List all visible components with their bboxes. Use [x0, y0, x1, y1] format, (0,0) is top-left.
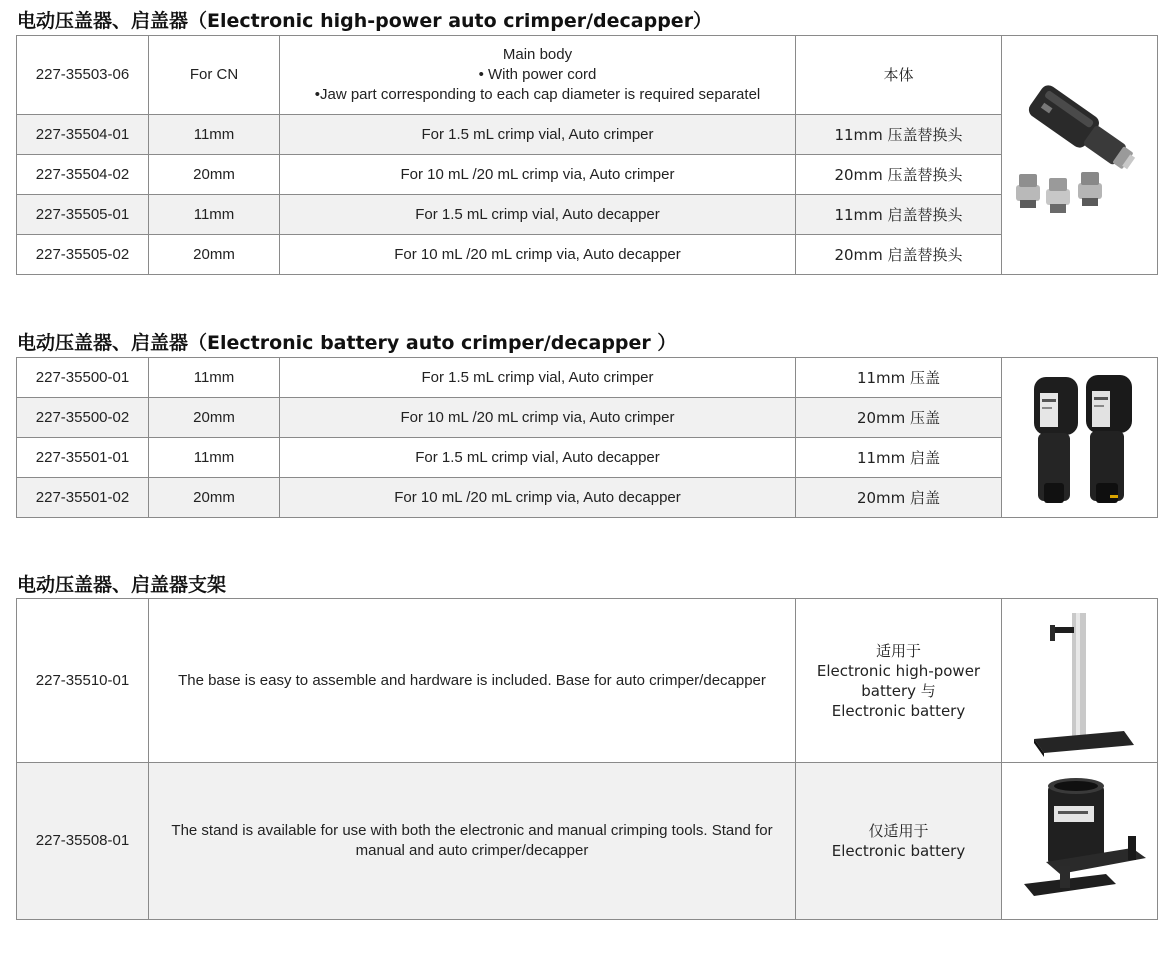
product-image-cell: [1002, 36, 1158, 275]
table-row: [17, 599, 1158, 763]
description-line: Main body: [502, 46, 573, 63]
base-stand-image: [1006, 603, 1156, 759]
chinese-name-cell: 11mm 启盖替换头: [796, 195, 1002, 235]
size-cell: 20mm: [149, 235, 280, 275]
part-number: 227-35508-01: [17, 763, 149, 920]
size-cell: 11mm: [149, 195, 280, 235]
battery-crimper-table: [16, 357, 1158, 518]
table-row: [17, 438, 1158, 478]
part-number: 227-35504-01: [17, 115, 149, 155]
table-row: [17, 763, 1158, 920]
chinese-name-cell: 11mm 压盖替换头: [796, 115, 1002, 155]
compatibility-line: Electronic high-power: [816, 661, 981, 680]
battery-crimper-image: [1006, 363, 1156, 513]
compatibility-line: battery 与: [861, 681, 936, 700]
part-number: 227-35510-01: [17, 599, 149, 763]
part-number: 227-35505-02: [17, 235, 149, 275]
part-number: 227-35500-01: [17, 358, 149, 398]
size-cell: 11mm: [149, 438, 280, 478]
product-image-cell: [1002, 599, 1158, 763]
part-number: 227-35504-02: [17, 155, 149, 195]
chinese-name-cell: 本体: [796, 36, 1002, 115]
chinese-name-cell: 20mm 压盖: [796, 398, 1002, 438]
table-row: [17, 398, 1158, 438]
part-number: 227-35501-01: [17, 438, 149, 478]
section-title-high-power: 电动压盖器、启盖器（Electronic high-power auto crimper/decapper）: [17, 10, 713, 32]
size-cell: 11mm: [149, 358, 280, 398]
compatibility-line: Electronic battery: [831, 701, 966, 720]
size-cell: 20mm: [149, 155, 280, 195]
compatibility-line: 仅适用于: [868, 822, 929, 840]
table-row: [17, 155, 1158, 195]
description-cell: [280, 36, 796, 115]
chinese-name-cell: 20mm 启盖: [796, 478, 1002, 518]
section-title-stand: 电动压盖器、启盖器支架: [17, 574, 227, 596]
chinese-name-cell: 11mm 启盖: [796, 438, 1002, 478]
description-cell: The base is easy to assemble and hardware is included. Base for auto crimper/decapper: [149, 599, 796, 763]
part-number: 227-35501-02: [17, 478, 149, 518]
chinese-name-cell: 20mm 压盖替换头: [796, 155, 1002, 195]
part-number: 227-35500-02: [17, 398, 149, 438]
chinese-name-cell: 20mm 启盖替换头: [796, 235, 1002, 275]
table-row: [17, 358, 1158, 398]
description-line: •Jaw part corresponding to each cap diameter is required separatel: [314, 86, 761, 103]
section-title-battery: 电动压盖器、启盖器（Electronic battery auto crimper/decapper ）: [17, 332, 677, 354]
chinese-name-cell: [796, 599, 1002, 763]
description-cell: For 1.5 mL crimp vial, Auto decapper: [280, 438, 796, 478]
product-image-cell: [1002, 763, 1158, 920]
part-number: 227-35503-06: [17, 36, 149, 115]
description-cell: The stand is available for use with both the electronic and manual crimping tools. Stand for manual and auto crimper/decapper: [149, 763, 796, 920]
table-row: [17, 36, 1158, 115]
description-line: • With power cord: [478, 66, 597, 83]
description-cell: For 10 mL /20 mL crimp via, Auto decapper: [280, 235, 796, 275]
size-cell: 11mm: [149, 115, 280, 155]
description-cell: For 10 mL /20 mL crimp via, Auto crimper: [280, 398, 796, 438]
table-row: [17, 235, 1158, 275]
size-cell: 20mm: [149, 398, 280, 438]
description-cell: For 1.5 mL crimp vial, Auto crimper: [280, 115, 796, 155]
high-power-crimper-image: [1006, 79, 1156, 231]
description-cell: For 10 mL /20 mL crimp via, Auto decapper: [280, 478, 796, 518]
description-cell: For 1.5 mL crimp vial, Auto crimper: [280, 358, 796, 398]
table-row: [17, 115, 1158, 155]
stand-table: [16, 598, 1158, 920]
table-row: [17, 478, 1158, 518]
chinese-name-cell: [796, 763, 1002, 920]
product-image-cell: [1002, 358, 1158, 518]
part-number: 227-35505-01: [17, 195, 149, 235]
chinese-name-cell: 11mm 压盖: [796, 358, 1002, 398]
table-row: [17, 195, 1158, 235]
size-cell: For CN: [149, 36, 280, 115]
description-cell: For 1.5 mL crimp vial, Auto decapper: [280, 195, 796, 235]
compatibility-line: Electronic battery: [831, 842, 966, 860]
high-power-crimper-table: [16, 35, 1158, 275]
description-cell: For 10 mL /20 mL crimp via, Auto crimper: [280, 155, 796, 195]
size-cell: 20mm: [149, 478, 280, 518]
holder-stand-image: [1006, 766, 1156, 916]
compatibility-line: 适用于: [875, 641, 921, 660]
